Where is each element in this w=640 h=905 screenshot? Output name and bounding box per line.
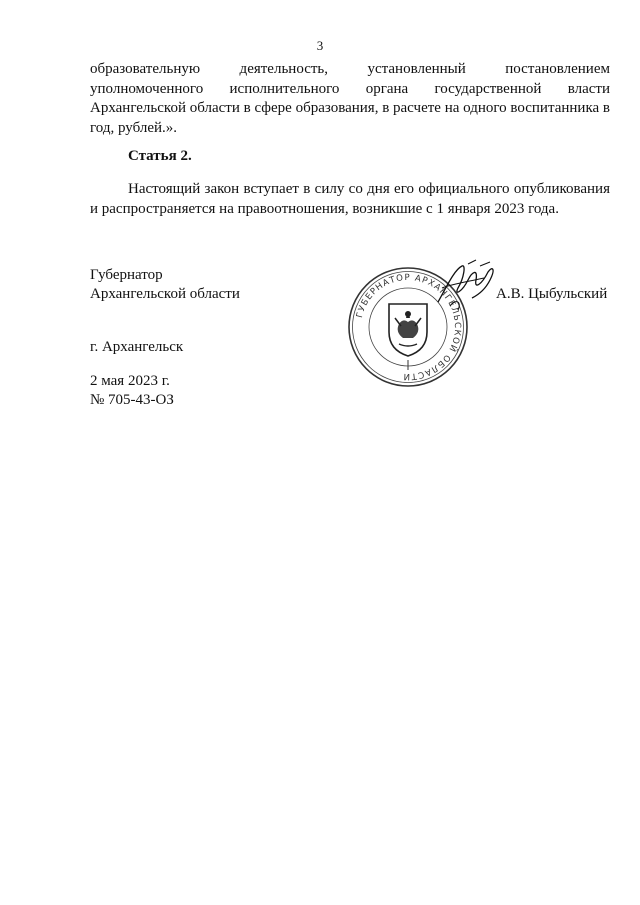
date: 2 мая 2023 г. xyxy=(90,373,170,389)
signer-position-line2: Архангельской области xyxy=(90,286,240,302)
article-title: Статья 2. xyxy=(128,148,192,164)
handwritten-signature xyxy=(432,258,502,318)
signer-name: А.В. Цыбульский xyxy=(496,286,608,302)
signer-position-line1: Губернатор xyxy=(90,267,163,283)
article-text: Настоящий закон вступает в силу со дня его официального опубликования и распространяется на правоотношения, возникшие с 1 января 2023 года. xyxy=(90,181,610,217)
continuation-paragraph: образовательную деятельность, установленный постановлением уполномоченного исполнительного органа государственной власти Архангельской области в сфере образования, в расчете на одного воспитанника в год, рублей.». xyxy=(90,61,610,136)
coat-of-arms-icon xyxy=(389,304,427,370)
place: г. Архангельск xyxy=(90,339,184,355)
seal-text: ГУБЕРНАТОР АРХАНГЕЛЬСКОЙ ОБЛАСТИ xyxy=(354,272,463,382)
page-number: 3 xyxy=(316,38,324,53)
law-number: № 705-43-ОЗ xyxy=(90,392,174,408)
